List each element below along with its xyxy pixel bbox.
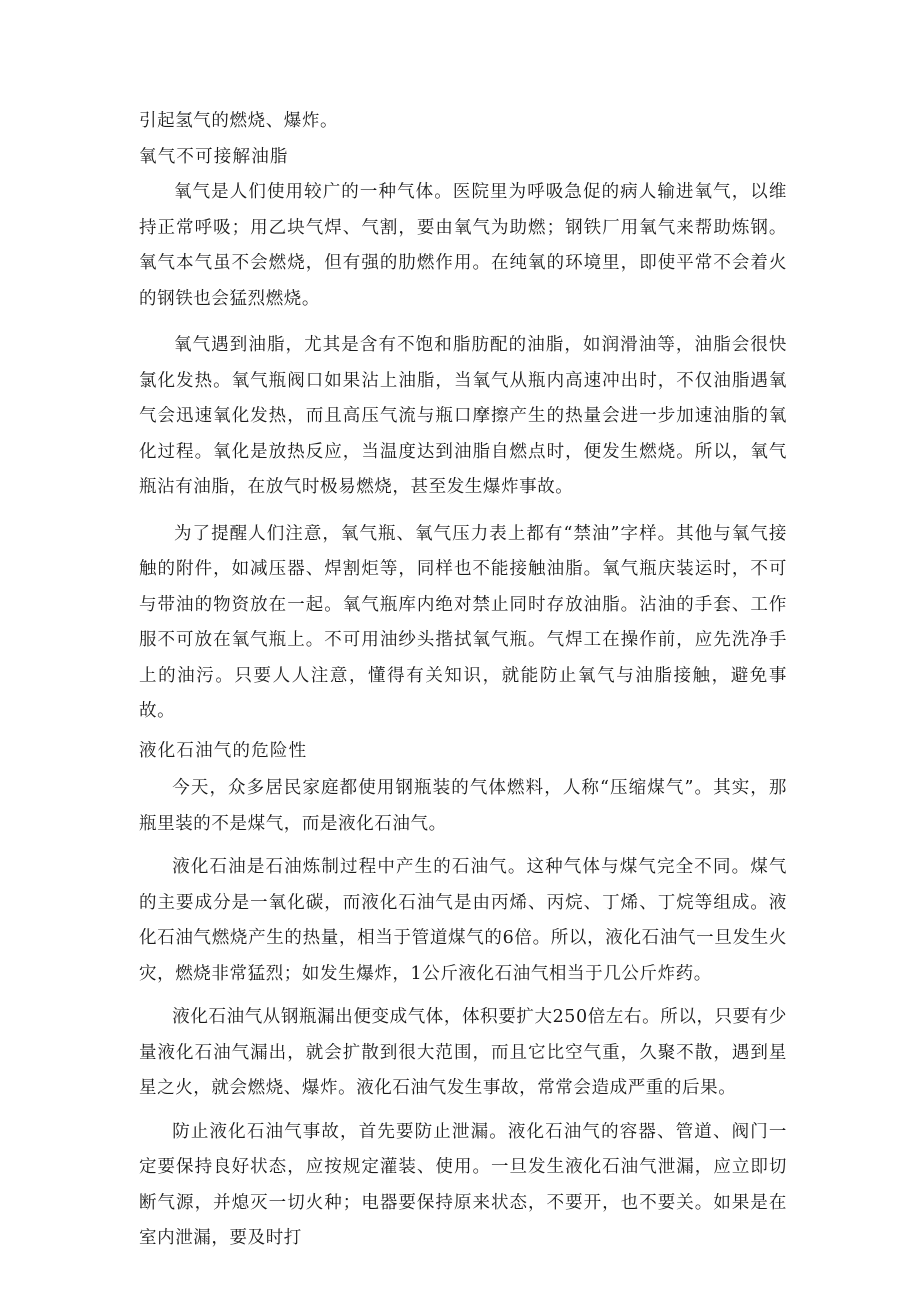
section-heading-oxygen: 氧气不可接解油脂 (139, 146, 289, 167)
paragraph-oxygen-3: 为了提醒人们注意，氧气瓶、氧气压力表上都有“禁油”字样。其他与氧气接触的附件，如减压器、焊割炬等，同样也不能接触油脂。氧气瓶庆装运时，不可与带油的物资放在一起。氧气瓶库内绝对禁止同时存放油脂。沾油的手套、工作服不可放在氧气瓶上。不可用油纱头揩拭氧气瓶。气焊工在操作前，应先洗净手上的油污。只要人人注意，懂得有关知识，就能防止氧气与油脂接触，避免事故。 (139, 523, 787, 721)
paragraph-lpg-2: 液化石油是石油炼制过程中产生的石油气。这种气体与煤气完全不同。煤气的主要成分是一氧化碳，而液化石油气是由丙烯、丙烷、丁烯、丁烷等组成。液化石油气燃烧产生的热量，相当于管道煤气的6倍。所以，液化石油气一旦发生火灾，燃烧非常猛烈；如发生爆炸，1公斤液化石油气相当于几公斤炸药。 (139, 857, 787, 984)
paragraph-lpg-3: 液化石油气从钢瓶漏出便变成气体，体积要扩大250倍左右。所以，只要有少量液化石油气漏出，就会扩散到很大范围，而且它比空气重，久聚不散，遇到星星之火，就会燃烧、爆炸。液化石油气发生事故，常常会造成严重的后果。 (139, 1007, 787, 1098)
paragraph-lpg-1: 今天，众多居民家庭都使用钢瓶装的气体燃料，人称“压缩煤气”。其实，那瓶里装的不是煤气，而是液化石油气。 (139, 778, 787, 834)
document-body (139, 104, 787, 1257)
paragraph-oxygen-1: 氧气是人们使用较广的一种气体。医院里为呼吸急促的病人输进氧气，以维持正常呼吸；用乙块气焊、气割，要由氧气为助燃；钢铁厂用氧气来帮助炼钢。氧气本气虽不会燃烧，但有强的肋燃作用。在纯氧的环境里，即使平常不会着火的钢铁也会猛烈燃烧。 (139, 182, 787, 309)
paragraph-oxygen-2: 氧气遇到油脂，尤其是含有不饱和脂肪配的油脂，如润滑油等，油脂会很快氯化发热。氧气瓶阀口如果沾上油脂，当氧气从瓶内高速冲出时，不仅油脂遇氧气会迅速氧化发热，而且高压气流与瓶口摩擦产生的热量会进一步加速油脂的氧化过程。氧化是放热反应，当温度达到油脂自燃点时，便发生燃烧。所以，氧气瓶沾有油脂，在放气时极易燃烧，甚至发生爆炸事故。 (139, 335, 787, 497)
carryover-text: 引起氢气的燃烧、爆炸。 (139, 111, 339, 131)
section-heading-lpg: 液化石油气的危险性 (139, 740, 308, 761)
paragraph-lpg-4: 防止液化石油气事故，首先要防止泄漏。液化石油气的容器、管道、阀门一定要保持良好状态，应按规定灌装、使用。一旦发生液化石油气泄漏，应立即切断气源，并熄灭一切火种；电器要保持原来状态，不要开，也不要关。如果是在室内泄漏，要及时打 (139, 1121, 787, 1248)
